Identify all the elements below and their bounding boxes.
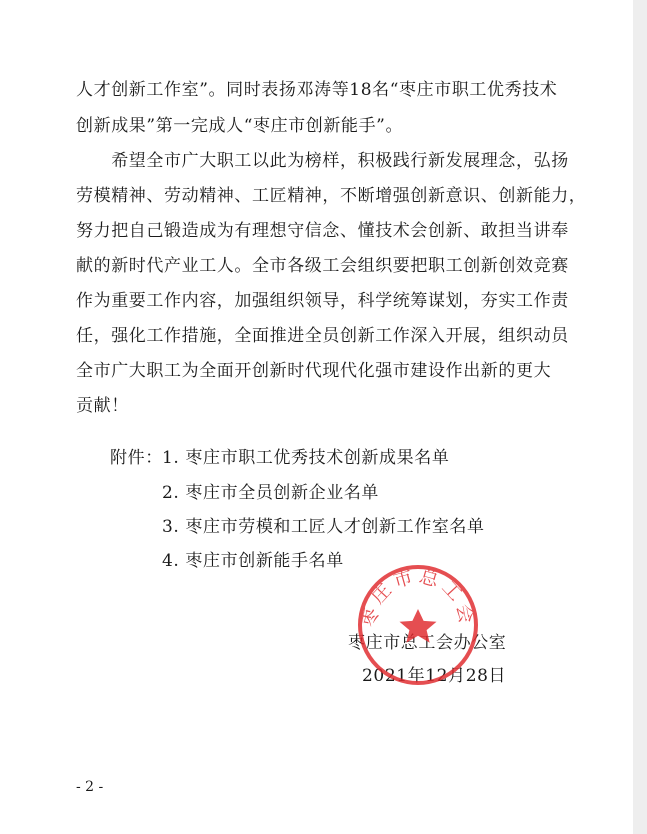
body-line-4: 劳模精神、劳动精神、工匠精神，不断增强创新意识、创新能力， xyxy=(76,186,587,206)
body-line-2: 创新成果”第一完成人“枣庄市创新能手”。 xyxy=(76,116,404,136)
seal-text: 枣庄市总工会 xyxy=(357,565,479,629)
body-line-6: 献的新时代产业工人。全市各级工会组织要把职工创新创效竞赛 xyxy=(76,256,569,276)
page-number: - 2 - xyxy=(76,779,104,795)
attachment-item-3: 3. 枣庄市劳模和工匠人才创新工作室名单 xyxy=(162,517,485,537)
signature-date: 2021年12月28日 xyxy=(362,666,507,686)
attachment-item-1: 1. 枣庄市职工优秀技术创新成果名单 xyxy=(162,448,450,468)
body-line-10: 贡献！ xyxy=(76,396,129,416)
attachment-item-2: 2. 枣庄市全员创新企业名单 xyxy=(162,483,380,503)
page-edge xyxy=(633,0,647,834)
body-line-9: 全市广大职工为全面开创新时代现代化强市建设作出新的更大 xyxy=(76,361,552,381)
body-line-1: 人才创新工作室”。同时表扬邓涛等18名“枣庄市职工优秀技术 xyxy=(76,80,558,100)
body-line-8: 任，强化工作措施，全面推进全员创新工作深入开展，组织动员 xyxy=(76,326,569,346)
attachment-item-4: 4. 枣庄市创新能手名单 xyxy=(162,551,344,571)
official-seal xyxy=(356,563,480,687)
star-icon xyxy=(400,609,437,643)
body-line-3: 希望全市广大职工以此为榜样，积极践行新发展理念，弘扬 xyxy=(76,151,569,171)
attachments-label: 附件： xyxy=(110,448,163,468)
body-line-7: 作为重要工作内容，加强组织领导，科学统筹谋划，夯实工作责 xyxy=(76,291,569,311)
signature-organization: 枣庄市总工会办公室 xyxy=(348,633,507,653)
body-line-5: 努力把自己锻造成为有理想守信念、懂技术会创新、敢担当讲奉 xyxy=(76,221,569,241)
